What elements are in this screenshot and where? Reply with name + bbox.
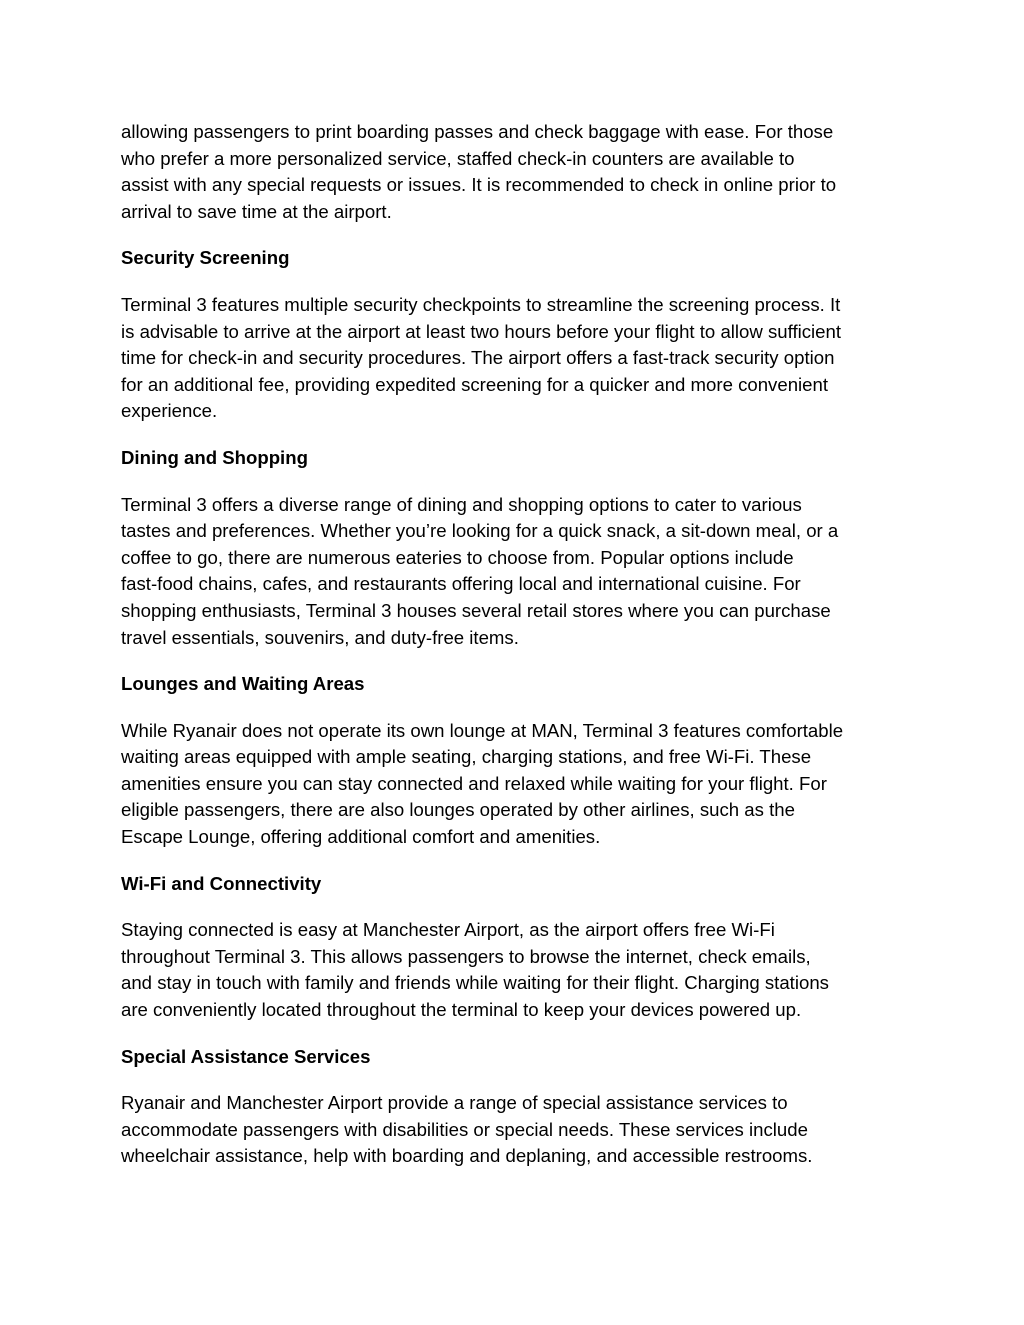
section-paragraph-dining-and-shopping [121, 492, 911, 652]
text-line: amenities ensure you can stay connected and relaxed while waiting for your flight. For [121, 772, 827, 794]
text-line: who prefer a more personalized service, staffed check-in counters are available to [121, 147, 795, 169]
text-line: shopping enthusiasts, Terminal 3 houses several retail stores where you can purchase [121, 599, 831, 621]
text-line: tastes and preferences. Whether you’re looking for a quick snack, a sit-down meal, or a [121, 520, 839, 542]
text-line: throughout Terminal 3. This allows passengers to browse the internet, check emails, [121, 945, 811, 967]
text-line: Escape Lounge, offering additional comfort and amenities. [121, 826, 601, 848]
section-paragraph-wifi-and-connectivity [121, 917, 911, 1023]
section-paragraph-security-screening [121, 292, 911, 425]
text-line: for an additional fee, providing expedited screening for a quicker and more convenient [121, 373, 829, 395]
section-paragraph-lounges-and-waiting-areas [121, 718, 911, 851]
text-line: assist with any special requests or issues. It is recommended to check in online prior to [121, 174, 837, 196]
text-line: travel essentials, souvenirs, and duty-free items. [121, 626, 519, 648]
text-line: coffee to go, there are numerous eateries to choose from. Popular options include [121, 546, 794, 568]
section-heading-security-screening: Security Screening [121, 247, 290, 269]
section-paragraph-special-assistance-services [121, 1090, 911, 1170]
section-heading-special-assistance-services: Special Assistance Services [121, 1045, 371, 1067]
section-heading-lounges-and-waiting-areas: Lounges and Waiting Areas [121, 673, 365, 695]
text-line: Terminal 3 features multiple security checkpoints to streamline the screening process. It [121, 293, 841, 315]
text-line: allowing passengers to print boarding passes and check baggage with ease. For those [121, 121, 834, 142]
intro-paragraph [121, 119, 911, 225]
text-line: is advisable to arrive at the airport at least two hours before your flight to allow sufficient [121, 320, 842, 342]
text-line: wheelchair assistance, help with boarding and deplaning, and accessible restrooms. [121, 1145, 813, 1167]
text-line: fast-food chains, cafes, and restaurants offering local and international cuisine. For [121, 573, 801, 595]
section-heading-dining-and-shopping: Dining and Shopping [121, 446, 308, 468]
text-line: Staying connected is easy at Manchester Airport, as the airport offers free Wi-Fi [121, 919, 775, 941]
text-line: Ryanair and Manchester Airport provide a range of special assistance services to [121, 1092, 788, 1114]
section-heading-wifi-and-connectivity: Wi-Fi and Connectivity [121, 872, 322, 894]
text-line: eligible passengers, there are also lounges operated by other airlines, such as the [121, 799, 795, 821]
text-line: While Ryanair does not operate its own lounge at MAN, Terminal 3 features comfortable [121, 719, 844, 741]
text-line: arrival to save time at the airport. [121, 200, 392, 222]
text-line: time for check-in and security procedures. The airport offers a fast-track security option [121, 347, 835, 369]
text-line: Terminal 3 offers a diverse range of dining and shopping options to cater to various [121, 493, 802, 515]
document-page [121, 119, 911, 1170]
text-line: accommodate passengers with disabilities or special needs. These services include [121, 1118, 808, 1140]
text-line: and stay in touch with family and friends while waiting for their flight. Charging stations [121, 972, 829, 994]
text-line: experience. [121, 400, 218, 422]
text-line: are conveniently located throughout the terminal to keep your devices powered up. [121, 999, 802, 1021]
text-line: waiting areas equipped with ample seating, charging stations, and free Wi-Fi. These [121, 746, 812, 768]
